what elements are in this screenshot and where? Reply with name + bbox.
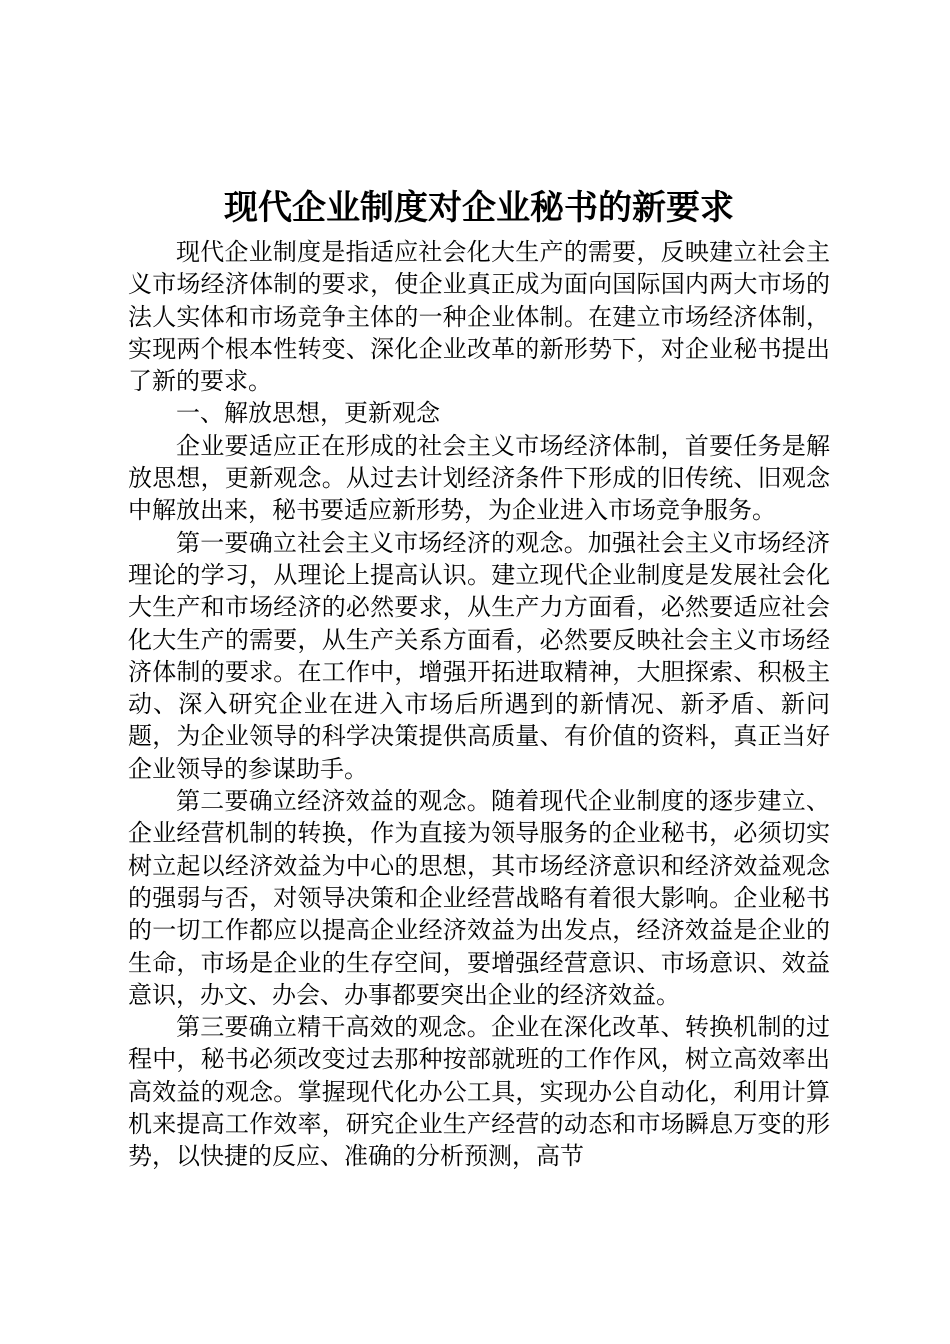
paragraph-intro: 现代企业制度是指适应社会化大生产的需要，反映建立社会主义市场经济体制的要求，使企业真正成为面向国际国内两大市场的法人实体和市场竞争主体的一种企业体制。在建立市场经济体制，实现两个根本性转变、深化企业改革的新形势下，对企业秘书提出了新的要求。 (128, 238, 830, 396)
paragraph-section-1-intro: 企业要适应正在形成的社会主义市场经济体制，首要任务是解放思想，更新观念。从过去计划经济条件下形成的旧传统、旧观念中解放出来，秘书要适应新形势，为企业进入市场竞争服务。 (128, 431, 830, 525)
paragraph-point-1: 第一要确立社会主义市场经济的观念。加强社会主义市场经济理论的学习，从理论上提高认识。建立现代企业制度是发展社会化大生产和市场经济的必然要求，从生产力方面看，必然要适应社会化大生产的需要，从生产关系方面看，必然要反映社会主义市场经济体制的要求。在工作中，增强开拓进取精神，大胆探索、积极主动、深入研究企业在进入市场后所遇到的新情况、新矛盾、新问题，为企业领导的科学决策提供高质量、有价值的资料，真正当好企业领导的参谋助手。 (128, 528, 830, 783)
section-heading-1: 一、解放思想，更新观念 (176, 399, 440, 428)
document-body (128, 236, 830, 1173)
paragraph-point-3: 第三要确立精干高效的观念。企业在深化改革、转换机制的过程中，秘书必须改变过去那种按部就班的工作作风，树立高效率出高效益的观念。掌握现代化办公工具，实现办公自动化，利用计算机来提高工作效率，研究企业生产经营的动态和市场瞬息万变的形势，以快捷的反应、准确的分析预测，高节 (128, 1013, 830, 1171)
document-title: 现代企业制度对企业秘书的新要求 (224, 188, 734, 228)
paragraph-point-2: 第二要确立经济效益的观念。随着现代企业制度的逐步建立、企业经营机制的转换，作为直接为领导服务的企业秘书，必须切实树立起以经济效益为中心的思想，其市场经济意识和经济效益观念的强弱与否，对领导决策和企业经营战略有着很大影响。企业秘书的一切工作都应以提高企业经济效益为出发点，经济效益是企业的生命，市场是企业的生存空间，要增强经营意识、市场意识、效益意识，办文、办会、办事都要突出企业的经济效益。 (128, 787, 830, 1009)
